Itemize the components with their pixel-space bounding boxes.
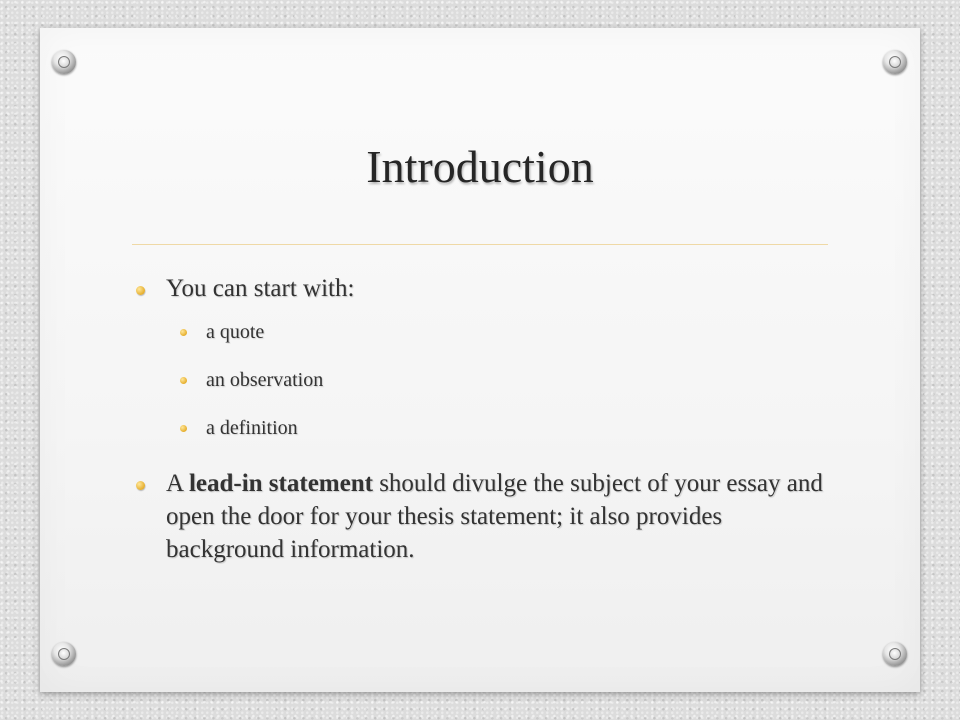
bullet-dot-icon	[180, 329, 187, 336]
sub-bullet-item	[180, 415, 836, 441]
sub-bullet-text: a definition	[206, 417, 298, 439]
pushpin-icon	[883, 50, 907, 74]
bullet-item	[136, 467, 836, 566]
bullet-dot-icon	[136, 481, 145, 490]
bullet-text: You can start with:	[166, 275, 355, 302]
sub-bullet-text: a quote	[206, 321, 265, 343]
title-divider	[132, 244, 828, 245]
sub-bullet-item	[180, 367, 836, 393]
pushpin-icon	[883, 642, 907, 666]
bullet-text-end: should divulge the subject of your essay and open the door for your thesis statement; it also provides background information.	[166, 470, 823, 563]
bullet-item	[136, 272, 836, 305]
slide-title: Introduction	[366, 141, 594, 192]
slide-body	[136, 272, 836, 566]
bullet-dot-icon	[180, 377, 187, 384]
bullet-text-start: A	[166, 470, 189, 497]
bullet-dot-icon	[136, 286, 145, 295]
sub-bullet-item	[180, 319, 836, 345]
pushpin-icon	[52, 642, 76, 666]
bullet-dot-icon	[180, 425, 187, 432]
bullet-bold-term: lead-in statement	[188, 470, 373, 497]
sub-bullet-text: an observation	[206, 369, 324, 391]
pushpin-icon	[52, 50, 76, 74]
slide	[40, 28, 920, 692]
